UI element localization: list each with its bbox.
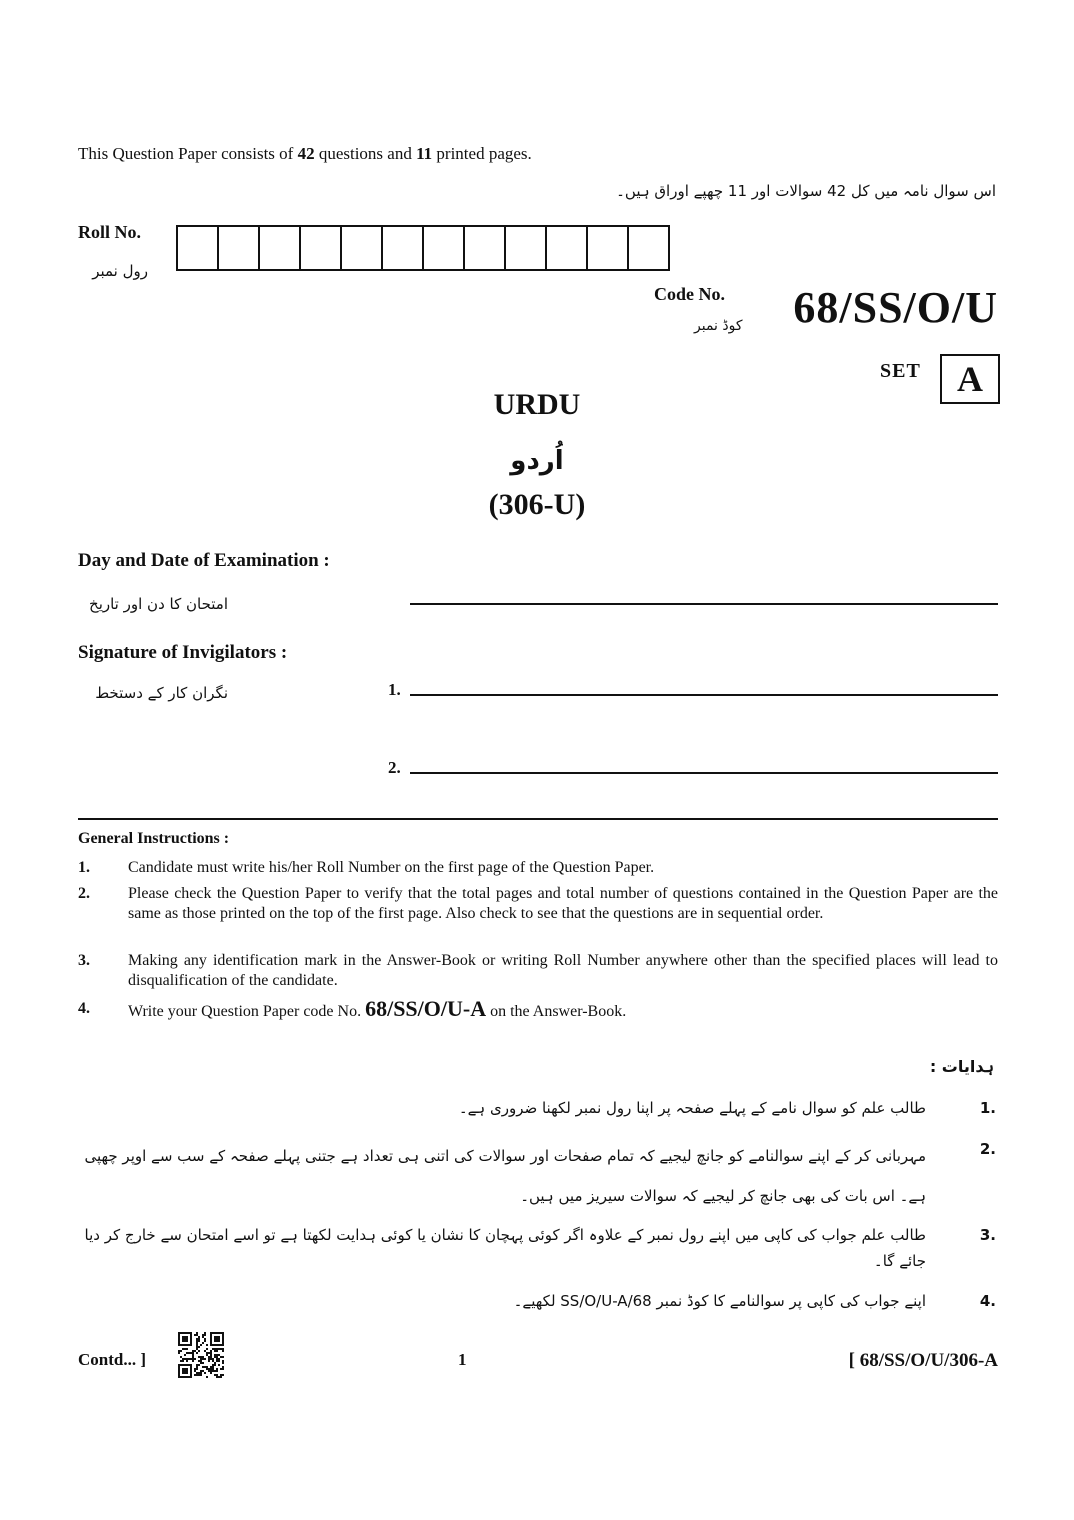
subject-title: URDU: [493, 388, 581, 421]
paper-consists-text: This Question Paper consists of 42 questions and 11 printed pages.: [78, 144, 532, 163]
page-number: 1: [458, 1350, 467, 1369]
roll-no-digit-box[interactable]: [506, 227, 547, 269]
urdu-instruction-item: .3 طالب علم جواب کی کاپی میں اپنے رول نمبر کے علاوہ اگر کوئی پہچان کا نشان یا کوئی ہدایت لکھتا ہے تو اسے امتحان سے خارج کر دیا جائے گا۔: [84, 1226, 996, 1270]
roll-no-digit-box[interactable]: [260, 227, 301, 269]
roll-no-digit-box[interactable]: [342, 227, 383, 269]
roll-no-digit-box[interactable]: [424, 227, 465, 269]
roll-no-digit-box[interactable]: [588, 227, 629, 269]
invigilator-signature-label-urdu: نگران کار کے دستخط: [95, 684, 228, 702]
num-questions: 42: [297, 144, 315, 163]
paper-code-inline: 68/SS/O/U-A: [365, 996, 487, 1021]
roll-no-label-urdu: رول نمبر: [92, 262, 148, 280]
instruction-item: 3. Making any identification mark in the Answer-Book or writing Roll Number anywhere other than the specified places will lead to disqualification of the candidate.: [78, 952, 998, 989]
code-no-label: Code No.: [654, 284, 725, 304]
code-no-label-urdu: کوڈ نمبر: [694, 318, 743, 334]
signature-line-1[interactable]: [410, 694, 998, 696]
paper-consists-urdu: اس سوال نامہ میں کل 42 سوالات اور 11 چھپے اوراق ہیں۔: [616, 182, 996, 200]
urdu-instruction-item: .2 مہربانی کر کے اپنے سوالنامے کو جانچ لیجیے کہ تمام صفحات اور سوالات کی اتنی ہی تعداد ہے جتنی پہلے صفحہ کے سب سے اوپر چھپی ہے۔ اس بات کی بھی جانچ کر لیجیے کہ سوالات سیریز میں ہیں۔: [84, 1140, 996, 1205]
roll-no-boxes[interactable]: [176, 225, 670, 271]
roll-no-label: Roll No.: [78, 222, 141, 242]
subject-title-urdu: اُردو: [510, 446, 564, 476]
num-pages: 11: [416, 144, 433, 163]
instruction-item: 4. Write your Question Paper code No. 68/SS/O/U-A on the Answer-Book.: [78, 996, 627, 1021]
roll-no-digit-box[interactable]: [383, 227, 424, 269]
signature-line-2[interactable]: [410, 772, 998, 774]
general-instructions-title: General Instructions :: [78, 830, 230, 847]
roll-no-digit-box[interactable]: [301, 227, 342, 269]
exam-date-label: Day and Date of Examination :: [78, 550, 330, 571]
exam-date-line[interactable]: [410, 603, 998, 605]
signature-number-1: 1.: [388, 680, 401, 699]
exam-date-label-urdu: امتحان کا دن اور تاریخ: [89, 595, 228, 613]
roll-no-digit-box[interactable]: [547, 227, 588, 269]
urdu-instructions-title: ہدایات :: [929, 1057, 994, 1076]
subject-code: (306-U): [488, 488, 586, 521]
section-divider: [78, 818, 998, 820]
set-value-box: A: [940, 354, 1000, 404]
roll-no-digit-box[interactable]: [178, 227, 219, 269]
urdu-instruction-item: .4 اپنے جواب کی کاپی پر سوالنامے کا کوڈ نمبر 68/SS/O/U-A لکھیے۔: [513, 1292, 996, 1310]
roll-no-digit-box[interactable]: [219, 227, 260, 269]
invigilator-signature-label: Signature of Invigilators :: [78, 642, 288, 663]
urdu-instruction-item: .1 طالب علم کو سوال نامے کے پہلے صفحہ پر اپنا رول نمبر لکھنا ضروری ہے۔: [458, 1099, 996, 1117]
signature-number-2: 2.: [388, 758, 401, 777]
contd-label: Contd... ]: [78, 1350, 147, 1369]
code-no-value: 68/SS/O/U: [793, 283, 998, 332]
set-label: SET: [880, 360, 921, 382]
roll-no-digit-box[interactable]: [629, 227, 668, 269]
instruction-item: 2. Please check the Question Paper to verify that the total pages and total number of questions contained in the Question Paper are the same as those printed on the top of the first page. Also check to see that the questions are in sequential order.: [78, 885, 998, 922]
roll-no-digit-box[interactable]: [465, 227, 506, 269]
footer-paper-code: [ 68/SS/O/U/306-A: [848, 1350, 998, 1371]
instruction-item: 1. Candidate must write his/her Roll Number on the first page of the Question Paper.: [78, 859, 655, 876]
qr-code-icon: [178, 1332, 224, 1378]
